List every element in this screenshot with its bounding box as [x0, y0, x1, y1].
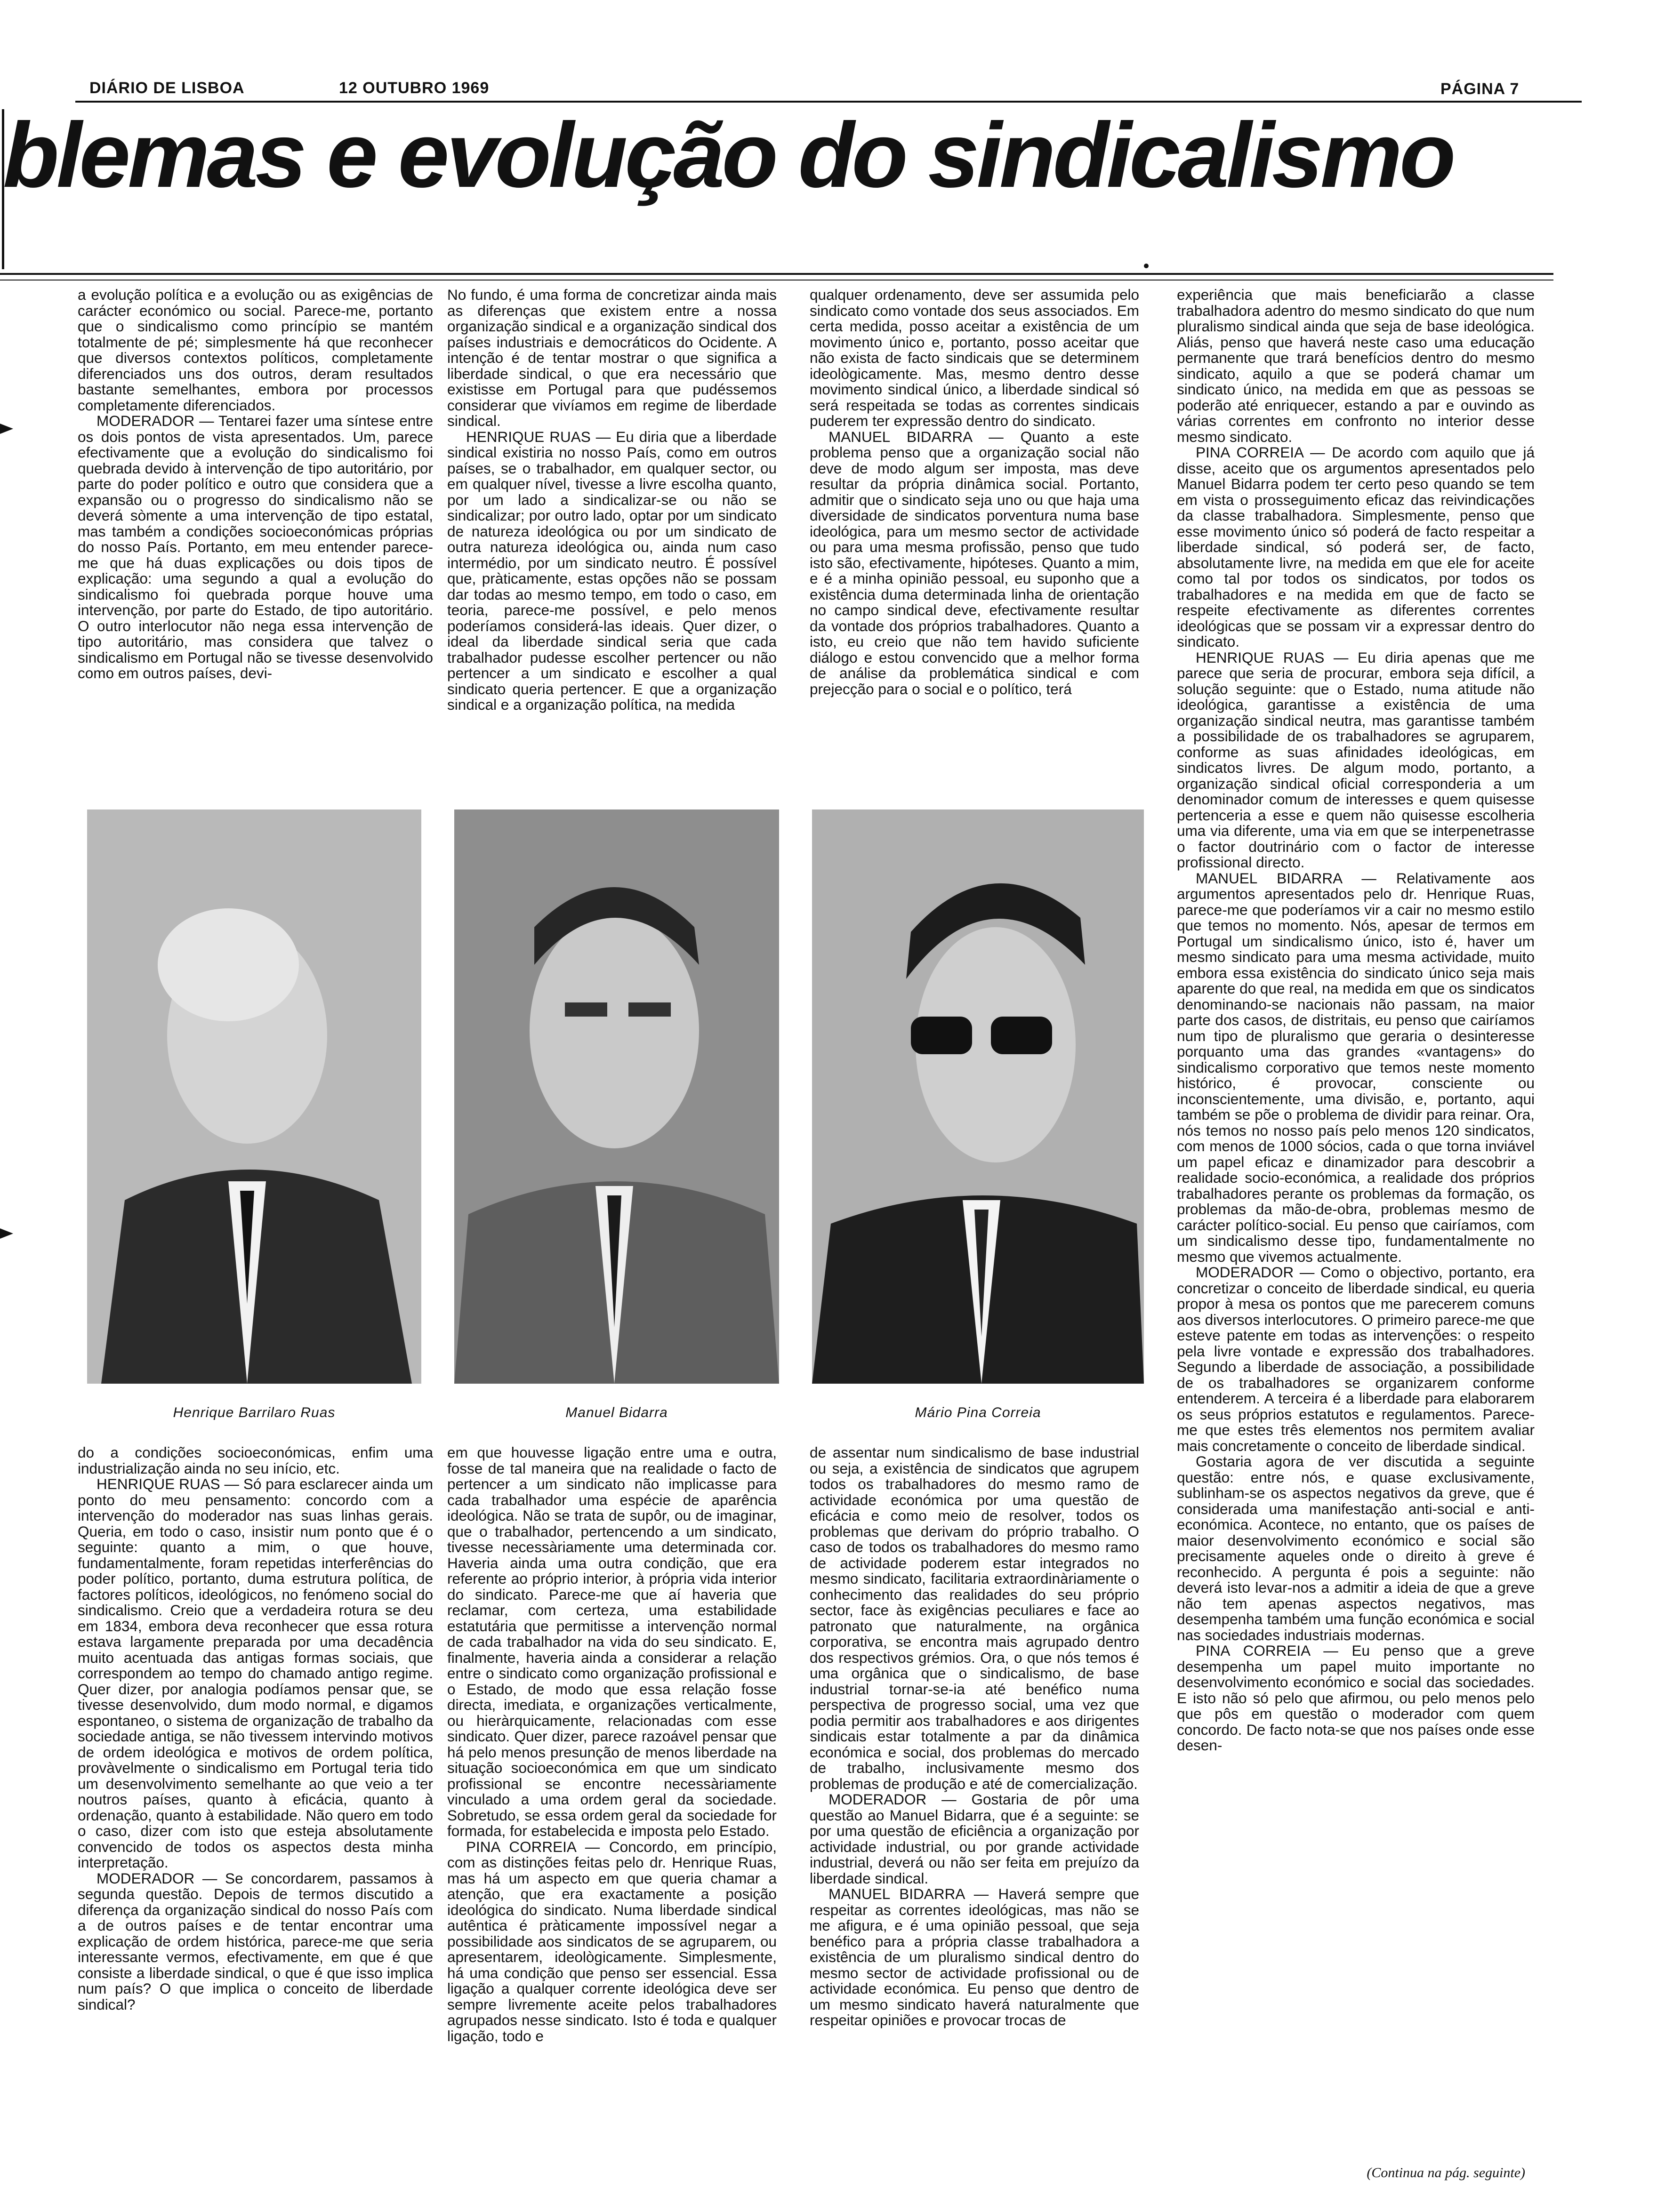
article-paragraph: HENRIQUE RUAS — Só para esclarecer ainda um ponto do meu pensamento: concordo com a intervenção do moderador nas suas linhas gerais. Queria, em todo o caso, insistir num ponto que é o seguinte: quanto a mim, o que houve, fundamentalmente, foram repetidas interferências do poder político, portanto, duma estrutura política, de factores políticos, ideológicos, no fenómeno social do sindicalismo. Creio que a verdadeira rotura se deu em 1834, embora deva reconhecer que essa rotura estava largamente preparada por uma decadência muito acentuada das antigas formas sociais, que correspondem ao tempo do chamado antigo regime. Quer dizer, por analogia podíamos pensar que, se tivesse desenvolvido, dum modo normal, e digamos espontaneo, o sistema de organização de trabalho da sociedade antiga, se não tivessem intervindo motivos de ordem ideológica e motivos de ordem política, provàvelmente o sindicalismo em Portugal teria tido um desenvolvimento semelhante ao que veio a ter noutros países, quanto à eficácia, quanto à ordenação, quanto à estabilidade. Não quero em todo o caso, dizer com isto que esteja absolutamente convencido de todos os aspectos desta minha interpretação. [78, 1475, 433, 1871]
margin-arrow-icon [0, 424, 13, 434]
article-paragraph: experiência que mais beneficiarão a classe trabalhadora adentro do mesmo sindicato do que num pluralismo sindical ainda que seja de base ideológica. Aliás, penso que haverá neste caso uma educação permanente que trará benefícios dentro do mesmo sindicato, aquilo a que se poderá chamar um sindicato único, na medida em que as pessoas se poderão até enriquecer, estando a par e ouvindo as várias correntes em confronto no interior desse mesmo sindicato. [1177, 287, 1535, 445]
article-paragraph: de assentar num sindicalismo de base industrial ou seja, a existência de sindicatos que agrupem todos os trabalhadores do mesmo ramo de actividade económica por uma questão de eficácia e como meio de resolver, todos os problemas que derivam do próprio trabalho. O caso de todos os trabalhadores do mesmo ramo de actividade poderem estar integrados no mesmo sindicato, facilitaria extraordinàriamente o conhecimento das realidades do seu próprio sector, face às exigências peculiares e face ao patronato que naturalmente, na orgânica corporativa, se encontra mais agrupado dentro dos respectivos grémios. Ora, o que nós temos é uma orgânica que o sindicalismo, de base industrial tornar-se-ia até benéfico numa perspectiva de progresso social, uma vez que podia permitir aos trabalhadores e aos dirigentes sindicais estar totalmente a par da dinâmica económica e social, dos problemas do mercado de trabalho, inclusivamente mesmo dos problemas de produção e até de comercialização. [810, 1445, 1139, 1792]
margin-arrow-icon [0, 1228, 13, 1239]
article-paragraph: PINA CORREIA — Eu penso que a greve desempenha um papel muito importante no desenvolvimento económico e social das sociedades. E isto não só pelo que afirmou, ou pelo menos pelo que pôs em questão o moderador com quem concordo. De facto nota-se que nos países onde esse desen- [1177, 1642, 1535, 1754]
headline-rule [0, 273, 1553, 275]
article-column-4 [1177, 287, 1535, 2165]
article-column-2-bottom [447, 1445, 777, 2179]
portrait-photo-mario-pina-correia [812, 809, 1144, 1384]
article-paragraph: MANUEL BIDARRA — Quanto a este problema penso que a organização social não deve de modo algum ser imposta, mas deve resultar da própria dinâmica social. Portanto, admitir que o sindicato seja uno ou que haja uma diversidade de sindicatos porventura numa base ideológica, para um mesmo sector de actividade ou para uma mesma profissão, penso que tudo isto são, efectivamente, hipóteses. Quanto a mim, e é a minha opinião pessoal, eu suponho que a existência duma determinada linha de orientação no campo sindical deve, efectivamente resultar da vontade dos próprios trabalhadores. Quanto a isto, eu creio que não tem havido suficiente diálogo e estou convencido que a melhor forma de análise da problemática sindical e com prejecção para o social e o político, terá [810, 428, 1139, 697]
article-paragraph: MANUEL BIDARRA — Relativamente aos argumentos apresentados pelo dr. Henrique Ruas, parece-me que poderíamos vir a cair no mesmo estilo que temos no momento. Nós, apesar de termos em Portugal um sindicalismo único, isto é, haver um mesmo sindicato para uma mesma actividade, muito embora essa existência do sindicato único seja mais aparente do que real, na medida em que os sindicatos denominando-se nacionais não passam, na maior parte dos casos, de distritais, eu penso que cairíamos num tipo de pluralismo que geraria o desinteresse porquanto uma das grandes «vantagens» do sindicalismo corporativo que temos neste momento histórico, é provocar, consciente ou inconscientemente, uma divisão, e, portanto, aqui também se põe o problema de dividir para reinar. Ora, nós temos no nosso país pelo menos 120 sindicatos, com menos de 1000 sócios, cada o que torna inviável um papel eficaz e dinamizador para descobrir a realidade socio-económica, a realidade dos próprios trabalhadores perante os problemas da formação, os problemas da mão-de-obra, problemas mesmo de carácter político-social. Eu penso que cairíamos, com um sindicalismo desse tipo, fundamentalmente no mesmo que vivemos actualmente. [1177, 869, 1535, 1265]
article-paragraph: do a condições socioeconómicas, enfim uma industrialização ainda no seu início, etc. [78, 1445, 433, 1477]
decorative-dot [1144, 264, 1149, 268]
article-column-1-bottom [78, 1445, 433, 2179]
header-rule [75, 101, 1582, 103]
page-number: PÁGINA 7 [1440, 80, 1520, 98]
body-rule [0, 280, 1553, 281]
photo-caption: Henrique Barrilaro Ruas [173, 1405, 336, 1420]
article-paragraph: PINA CORREIA — De acordo com aquilo que já disse, aceito que os argumentos apresentados pelo Manuel Bidarra podem ter certo peso quando se tem em vista o prosseguimento eficaz das reivindicações da classe trabalhadora. Simplesmente, penso que esse movimento único só poderá de facto respeitar a liberdade sindical, só poderá ser, de facto, absolutamente livre, na medida em que ele for aceite como tal por todos os sindicatos, por todos os trabalhadores e na medida em que de facto se respeite efectivamente as diferentes correntes ideológicas que se possam vir a expressar dentro do sindicato. [1177, 444, 1535, 650]
article-paragraph: MANUEL BIDARRA — Haverá sempre que respeitar as correntes ideológicas, mas não se me afigura, e é uma opinião pessoal, que seja benéfico para a própria classe trabalhadora a existência de um pluralismo sindical dentro do mesmo sector de actividade profissional ou de actividade económica. Eu penso que dentro de um mesmo sindicato haverá naturalmente que respeitar opiniões e provocar trocas de [810, 1885, 1139, 2028]
portrait-photo-manuel-bidarra [454, 809, 779, 1384]
article-column-1-top [78, 287, 433, 786]
newspaper-name: DIÁRIO DE LISBOA [89, 79, 245, 97]
photo-caption: Manuel Bidarra [565, 1405, 668, 1420]
portrait-photo-henrique-ruas [87, 809, 421, 1384]
photo-caption: Mário Pina Correia [915, 1405, 1041, 1420]
article-column-3-top [810, 287, 1139, 786]
article-paragraph: MODERADOR — Gostaria de pôr uma questão ao Manuel Bidarra, que é a seguinte: se por uma questão de eficiência a organização por actividade industrial, ou por grande actividade industrial, deverá ou não ser feita em prejuízo da liberdade sindical. [810, 1791, 1139, 1887]
article-paragraph: HENRIQUE RUAS — Eu diria apenas que me parece que seria de procurar, embora seja difícil, a solução seguinte: que o Estado, numa atitude não ideológica, garantisse a existência de uma organização sindical neutra, mas garantisse também a possibilidade de os trabalhadores se agruparem, conforme as suas afinidades ideológicas, em sindicatos livres. De algum modo, portanto, a organização sindical oficial corresponderia a um denominador comum de interesses e quem quisesse pertenceria a esse e quem não quisesse escolheria uma via diferente, uma via em que se interpenetrasse o factor doutrinário com o factor de interesse profissional directo. [1177, 649, 1535, 871]
continuation-note: (Continua na pág. seguinte) [1367, 2165, 1525, 2180]
article-paragraph: HENRIQUE RUAS — Eu diria que a liberdade sindical existiria no nosso País, como em outros países, se o trabalhador, em qualquer sector, ou em qualquer nível, tivesse a livre escolha quanto, por um lado a sindicalizar-se ou não se sindicalizar; por outro lado, optar por um sindicato de natureza ideológica ou por um sindicato de outra natureza ideológica ou, ainda num caso intermédio, por um sindicato neutro. É possível que, pràticamente, estas opções não se possam dar todas ao mesmo tempo, em todo o caso, em teoria, parece-me possível, e pelo menos poderíamos considerá-las ideais. Quer dizer, o ideal da liberdade sindical seria que cada trabalhador pudesse escolher pertencer ou não pertencer a um sindicato e escolher a qual sindicato queria pertencer. E que a organização sindical e a organização política, na medida [447, 428, 777, 713]
article-paragraph: PINA CORREIA — Concordo, em princípio, com as distinções feitas pelo dr. Henrique Ruas, mas há um aspecto em que queria chamar a atenção, que era exactamente a posição ideológica do sindicato. Numa liberdade sindical autêntica é pràticamente impossível negar a possibilidade aos sindicatos de se agruparem, ou apresentarem, ideològicamente. Simplesmente, há uma condição que penso ser essencial. Essa ligação a qualquer corrente ideológica deve ser sempre livremente aceite pelos trabalhadores agrupados nesse sindicato. Isto é toda e qualquer ligação, todo e [447, 1838, 777, 2044]
article-paragraph: qualquer ordenamento, deve ser assumida pelo sindicato como vontade dos seus associados. Em certa medida, posso aceitar a existência de um movimento único e, portanto, posso aceitar que não exista de facto sindicais que se determinem ideològicamente. Mas, mesmo dentro desse movimento sindical único, a liberdade sindical só será respeitada se todas as correntes sindicais puderem ter expressão dentro do sindicato. [810, 287, 1139, 429]
article-paragraph: Gostaria agora de ver discutida a seguinte questão: entre nós, e quase exclusivamente, sublinham-se os aspectos negativos da greve, que é considerada uma manifestação anti-social e anti-económica. Acontece, no entanto, que os países de maior desenvolvimento económico e social são precisamente aqueles onde o direito à greve é reconhecido. A pergunta é pois a seguinte: não deverá isto levar-nos a admitir a ideia de que a greve não tem apenas aspectos negativos, mas desempenha também uma função económica e social nas sociedades industriais modernas. [1177, 1453, 1535, 1643]
headline: blemas e evolução do sindicalismo [3, 104, 1453, 207]
article-column-3-bottom [810, 1445, 1139, 2179]
article-column-2-top [447, 287, 777, 786]
article-paragraph: a evolução política e a evolução ou as exigências de carácter económico ou social. Parece-me, portanto que o sindicalismo como princípio se mantém totalmente de pé; simplesmente há que reconhecer que diversos contextos políticos, completamente diferenciados uns dos outros, deram resultados bastante semelhantes, embora por processos completamente diferenciados. [78, 287, 433, 414]
article-paragraph: No fundo, é uma forma de concretizar ainda mais as diferenças que existem entre a nossa organização sindical e a organização sindical dos países industriais e democráticos do Ocidente. A intenção é de tentar mostrar o que significa a liberdade sindical, o que era necessário que existisse em Portugal para que pudéssemos considerar que vivíamos em regime de liberdade sindical. [447, 287, 777, 429]
issue-date: 12 OUTUBRO 1969 [339, 79, 490, 97]
article-paragraph: em que houvesse ligação entre uma e outra, fosse de tal maneira que na realidade o facto de pertencer a um sindicato não implicasse para cada trabalhador uma espécie de aparência ideológica. Não se trata de supôr, ou de imaginar, que o trabalhador, pertencendo a um sindicato, tivesse necessàriamente uma determinada cor. Haveria ainda uma outra condição, que era referente ao próprio interior, à própria vida interior do sindicato. Parece-me que aí haveria que reclamar, com certeza, uma estabilidade estatutária que permitisse a intervenção normal de cada trabalhador na vida do seu sindicato. E, finalmente, haveria ainda a considerar a relação entre o sindicato como organização profissional e o Estado, de modo que essa relação fosse directa, imediata, e organizações verticalmente, ou hieràrquicamente, relacionadas com esse sindicato. Quer dizer, parece razoável pensar que há pelo menos presunção de menos liberdade na situação socioeconómica em que um sindicato profissional se encontre necessàriamente vinculado a uma ordem geral da sociedade. Sobretudo, se essa ordem geral da sociedade for formada, for estabelecida e imposta pelo Estado. [447, 1445, 777, 1839]
article-paragraph: MODERADOR — Se concordarem, passamos à segunda questão. Depois de termos discutido a diferença da organização sindical do nosso País com a de outros países e de tentar encontrar uma explicação de ordem histórica, parece-me que seria interessante vermos, efectivamente, em que é que consiste a liberdade sindical, o que é que isso implica num país? O que implica o conceito de liberdade sindical? [78, 1869, 433, 2013]
article-paragraph: MODERADOR — Como o objectivo, portanto, era concretizar o conceito de liberdade sindical, eu queria propor à mesa os pontos que me parecerem comuns aos diversos interlocutores. O primeiro parece-me que esteve patente em todas as intervenções: o respeito pela livre vontade e expressão dos trabalhadores. Segundo a liberdade de associação, a possibilidade de os trabalhadores se organizarem conforme entenderem. A terceira é a liberdade para elaborarem os seus próprios estatutos e regulamentos. Parece-me que estes três elementos nos permitem avaliar mais concretamente o conceito de liberdade sindical. [1177, 1264, 1535, 1454]
article-paragraph: MODERADOR — Tentarei fazer uma síntese entre os dois pontos de vista apresentados. Um, parece efectivamente que a evolução do sindicalismo foi quebrada devido à intervenção de tipo autoritário, por parte do poder político e outro que considera que a expansão ou o progresso do sindicalismo não se deverá sòmente a uma intervenção de tipo estatal, mas também a condições socioeconómicas próprias do nosso País. Portanto, em meu entender parece-me que há duas explicações ou dois tipos de explicação: uma segundo a qual a evolução do sindicalismo foi quebrada porque houve uma intervenção, por parte do Estado, de tipo autoritário. O outro interlocutor não nega essa intervenção de tipo autoritário, mas considera que talvez o sindicalismo em Portugal não se tivesse desenvolvido como em outros países, devi- [78, 412, 433, 681]
